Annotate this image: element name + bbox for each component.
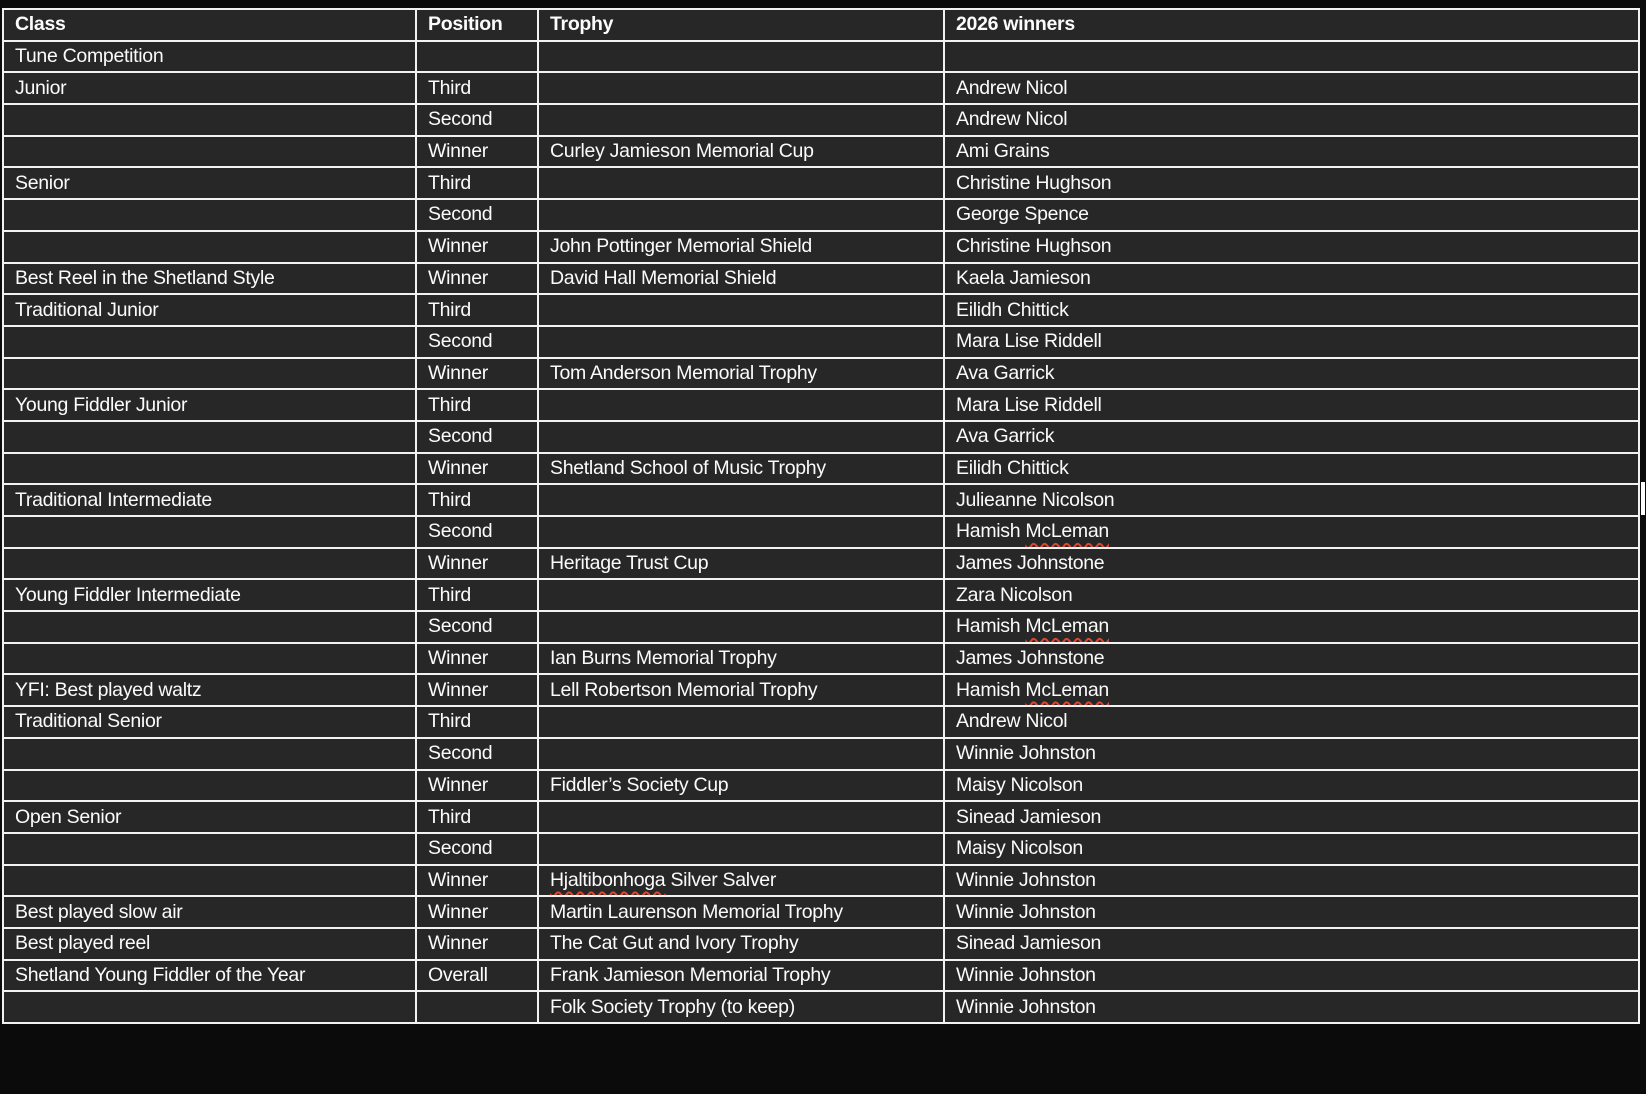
winner-cell: [944, 41, 1639, 73]
table-row: [3, 421, 1639, 453]
winner-cell: Christine Hughson: [944, 167, 1639, 199]
winner-cell: Andrew Nicol: [944, 72, 1639, 104]
table-row: [3, 167, 1639, 199]
table-row: [3, 389, 1639, 421]
trophy-cell: John Pottinger Memorial Shield: [538, 231, 944, 263]
table-row: [3, 579, 1639, 611]
class-cell: Best Reel in the Shetland Style: [3, 263, 416, 295]
position-cell: [416, 41, 538, 73]
trophy-cell: Curley Jamieson Memorial Cup: [538, 136, 944, 168]
position-cell: Second: [416, 833, 538, 865]
position-cell: Winner: [416, 548, 538, 580]
class-cell: [3, 136, 416, 168]
winner-cell: Julieanne Nicolson: [944, 484, 1639, 516]
winner-cell: Christine Hughson: [944, 231, 1639, 263]
class-cell: [3, 770, 416, 802]
position-cell: Third: [416, 801, 538, 833]
trophy-cell: [538, 421, 944, 453]
class-cell: Open Senior: [3, 801, 416, 833]
class-cell: Junior: [3, 72, 416, 104]
class-cell: [3, 199, 416, 231]
winner-cell: Maisy Nicolson: [944, 833, 1639, 865]
table-row: [3, 294, 1639, 326]
winner-cell: Mara Lise Riddell: [944, 389, 1639, 421]
class-cell: [3, 104, 416, 136]
position-cell: Third: [416, 167, 538, 199]
table-row: [3, 738, 1639, 770]
trophy-cell: David Hall Memorial Shield: [538, 263, 944, 295]
trophy-cell: [538, 484, 944, 516]
trophy-cell: [538, 167, 944, 199]
position-cell: Winner: [416, 453, 538, 485]
class-cell: [3, 611, 416, 643]
table-row: [3, 41, 1639, 73]
trophy-cell: [538, 72, 944, 104]
trophy-cell: [538, 611, 944, 643]
position-cell: Winner: [416, 770, 538, 802]
class-cell: [3, 453, 416, 485]
trophy-cell: Martin Laurenson Memorial Trophy: [538, 896, 944, 928]
position-cell: Third: [416, 706, 538, 738]
position-cell: Second: [416, 199, 538, 231]
class-cell: [3, 358, 416, 390]
winner-cell: Winnie Johnston: [944, 738, 1639, 770]
trophy-cell: [538, 199, 944, 231]
winner-cell: Zara Nicolson: [944, 579, 1639, 611]
winner-cell: Eilidh Chittick: [944, 294, 1639, 326]
trophy-cell: Folk Society Trophy (to keep): [538, 991, 944, 1023]
trophy-cell: Frank Jamieson Memorial Trophy: [538, 960, 944, 992]
table-row: [3, 136, 1639, 168]
class-cell: YFI: Best played waltz: [3, 674, 416, 706]
class-cell: Young Fiddler Intermediate: [3, 579, 416, 611]
winner-cell: James Johnstone: [944, 548, 1639, 580]
table-row: [3, 960, 1639, 992]
table-row: [3, 801, 1639, 833]
class-cell: [3, 516, 416, 548]
trophy-cell: [538, 389, 944, 421]
winner-cell: Mara Lise Riddell: [944, 326, 1639, 358]
header-row: [3, 9, 1639, 41]
trophy-cell: Shetland School of Music Trophy: [538, 453, 944, 485]
table-row: [3, 865, 1639, 897]
table-row: [3, 326, 1639, 358]
misspelled-word: McLeman: [1025, 678, 1109, 701]
column-header-2026-winners: 2026 winners: [944, 9, 1639, 41]
winner-cell: Hamish McLeman: [944, 611, 1639, 643]
table-row: [3, 770, 1639, 802]
position-cell: Second: [416, 611, 538, 643]
trophy-cell: The Cat Gut and Ivory Trophy: [538, 928, 944, 960]
class-cell: [3, 865, 416, 897]
position-cell: Second: [416, 104, 538, 136]
class-cell: [3, 991, 416, 1023]
winner-cell: Winnie Johnston: [944, 896, 1639, 928]
trophy-cell: [538, 41, 944, 73]
trophy-cell: [538, 294, 944, 326]
winner-cell: Winnie Johnston: [944, 991, 1639, 1023]
table-row: [3, 358, 1639, 390]
table-row: [3, 484, 1639, 516]
table-row: [3, 104, 1639, 136]
class-cell: [3, 643, 416, 675]
class-cell: [3, 421, 416, 453]
position-cell: Second: [416, 421, 538, 453]
winner-cell: Ava Garrick: [944, 358, 1639, 390]
winner-cell: Hamish McLeman: [944, 674, 1639, 706]
trophy-cell: Tom Anderson Memorial Trophy: [538, 358, 944, 390]
trophy-cell: [538, 104, 944, 136]
table-row: [3, 706, 1639, 738]
position-cell: Third: [416, 484, 538, 516]
table-row: [3, 896, 1639, 928]
class-cell: [3, 548, 416, 580]
position-cell: Third: [416, 294, 538, 326]
position-cell: Winner: [416, 263, 538, 295]
winner-cell: Eilidh Chittick: [944, 453, 1639, 485]
results-table-body: [3, 41, 1639, 1023]
column-header-class: Class: [3, 9, 416, 41]
winner-cell: Ava Garrick: [944, 421, 1639, 453]
position-cell: Winner: [416, 896, 538, 928]
results-table: [2, 8, 1640, 1024]
trophy-cell: [538, 516, 944, 548]
class-cell: Young Fiddler Junior: [3, 389, 416, 421]
column-header-position: Position: [416, 9, 538, 41]
winner-cell: Winnie Johnston: [944, 960, 1639, 992]
class-cell: Best played slow air: [3, 896, 416, 928]
position-cell: Second: [416, 326, 538, 358]
table-row: [3, 453, 1639, 485]
table-row: [3, 833, 1639, 865]
table-row: [3, 643, 1639, 675]
column-header-trophy: Trophy: [538, 9, 944, 41]
position-cell: Winner: [416, 136, 538, 168]
table-row: [3, 199, 1639, 231]
class-cell: [3, 833, 416, 865]
class-cell: [3, 738, 416, 770]
winner-cell: Sinead Jamieson: [944, 801, 1639, 833]
table-row: [3, 991, 1639, 1023]
winner-cell: George Spence: [944, 199, 1639, 231]
class-cell: Traditional Intermediate: [3, 484, 416, 516]
table-row: [3, 928, 1639, 960]
position-cell: Winner: [416, 643, 538, 675]
winner-cell: Hamish McLeman: [944, 516, 1639, 548]
scrollbar-thumb[interactable]: [1641, 482, 1645, 515]
winner-cell: Maisy Nicolson: [944, 770, 1639, 802]
winner-cell: James Johnstone: [944, 643, 1639, 675]
table-row: [3, 548, 1639, 580]
table-row: [3, 674, 1639, 706]
trophy-cell: Hjaltibonhoga Silver Salver: [538, 865, 944, 897]
trophy-cell: Fiddler’s Society Cup: [538, 770, 944, 802]
position-cell: Third: [416, 389, 538, 421]
trophy-cell: [538, 738, 944, 770]
misspelled-word: Hjaltibonhoga: [550, 868, 666, 891]
class-cell: Tune Competition: [3, 41, 416, 73]
trophy-cell: [538, 833, 944, 865]
table-row: [3, 611, 1639, 643]
class-cell: Senior: [3, 167, 416, 199]
position-cell: Winner: [416, 674, 538, 706]
table-row: [3, 263, 1639, 295]
class-cell: Traditional Senior: [3, 706, 416, 738]
class-cell: Shetland Young Fiddler of the Year: [3, 960, 416, 992]
class-cell: Best played reel: [3, 928, 416, 960]
trophy-cell: Heritage Trust Cup: [538, 548, 944, 580]
position-cell: Winner: [416, 358, 538, 390]
trophy-cell: Ian Burns Memorial Trophy: [538, 643, 944, 675]
misspelled-word: McLeman: [1025, 615, 1109, 638]
table-row: [3, 516, 1639, 548]
winner-cell: Andrew Nicol: [944, 104, 1639, 136]
position-cell: Winner: [416, 928, 538, 960]
trophy-cell: Lell Robertson Memorial Trophy: [538, 674, 944, 706]
winner-cell: Andrew Nicol: [944, 706, 1639, 738]
position-cell: [416, 991, 538, 1023]
misspelled-word: McLeman: [1025, 520, 1109, 543]
winner-cell: Kaela Jamieson: [944, 263, 1639, 295]
trophy-cell: [538, 801, 944, 833]
winner-cell: Ami Grains: [944, 136, 1639, 168]
trophy-cell: [538, 579, 944, 611]
table-row: [3, 72, 1639, 104]
winner-cell: Winnie Johnston: [944, 865, 1639, 897]
position-cell: Third: [416, 579, 538, 611]
trophy-cell: [538, 706, 944, 738]
position-cell: Third: [416, 72, 538, 104]
position-cell: Second: [416, 738, 538, 770]
winner-cell: Sinead Jamieson: [944, 928, 1639, 960]
class-cell: [3, 326, 416, 358]
position-cell: Winner: [416, 865, 538, 897]
position-cell: Overall: [416, 960, 538, 992]
trophy-cell: [538, 326, 944, 358]
class-cell: [3, 231, 416, 263]
position-cell: Winner: [416, 231, 538, 263]
class-cell: Traditional Junior: [3, 294, 416, 326]
table-row: [3, 231, 1639, 263]
position-cell: Second: [416, 516, 538, 548]
